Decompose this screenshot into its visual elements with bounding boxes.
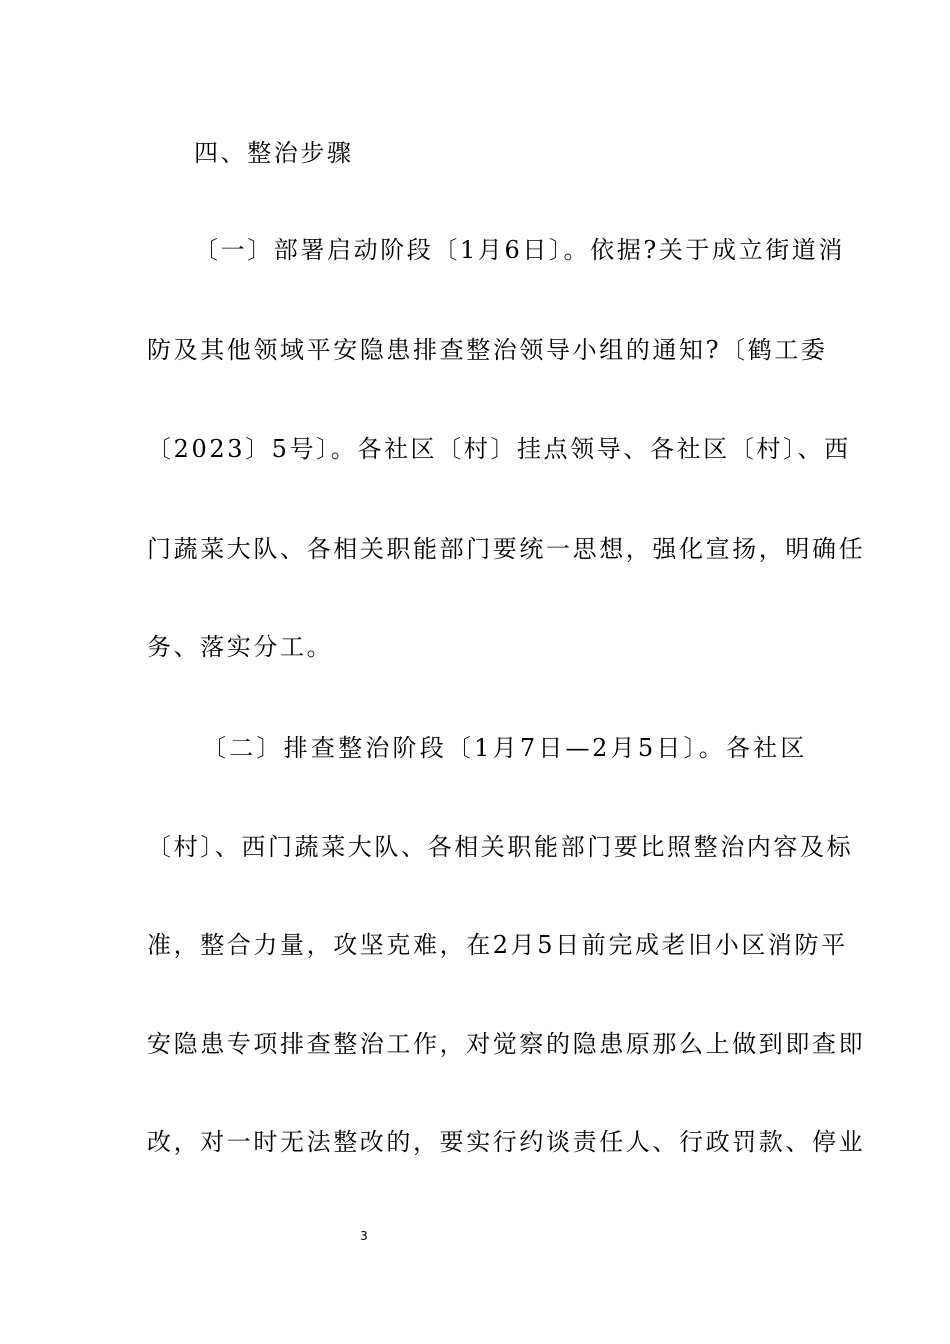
paragraph-line: 〔村〕、西门蔬菜大队、各相关职能部门要比照整治内容及标 xyxy=(147,833,854,861)
paragraph-line: 门蔬菜大队、各相关职能部门要统一思想，强化宣扬，明确任 xyxy=(147,535,866,563)
paragraph-line: 安隐患专项排查整治工作，对觉察的隐患原那么上做到即查即 xyxy=(147,1030,866,1058)
paragraph-line: 务、落实分工。 xyxy=(147,633,334,661)
paragraph-line: 改，对一时无法整改的，要实行约谈责任人、行政罚款、停业 xyxy=(147,1128,866,1156)
paragraph-line: 〔一〕部署启动阶段〔1月6日〕。依据?关于成立街道消 xyxy=(194,236,846,264)
paragraph-line: 防及其他领域平安隐患排查整治领导小组的通知?〔鹤工委 xyxy=(147,336,828,364)
page-number: 3 xyxy=(360,1229,368,1243)
paragraph-line: 〔二〕排查整治阶段〔1月7日—2月5日〕。各社区 xyxy=(202,734,807,762)
paragraph-line: 〔2023〕5号〕。各社区〔村〕挂点领导、各社区〔村〕、西 xyxy=(147,435,851,463)
section-heading: 四、整治步骤 xyxy=(194,139,354,167)
paragraph-line: 准，整合力量，攻坚克难，在2月5日前完成老旧小区消防平 xyxy=(147,931,848,959)
